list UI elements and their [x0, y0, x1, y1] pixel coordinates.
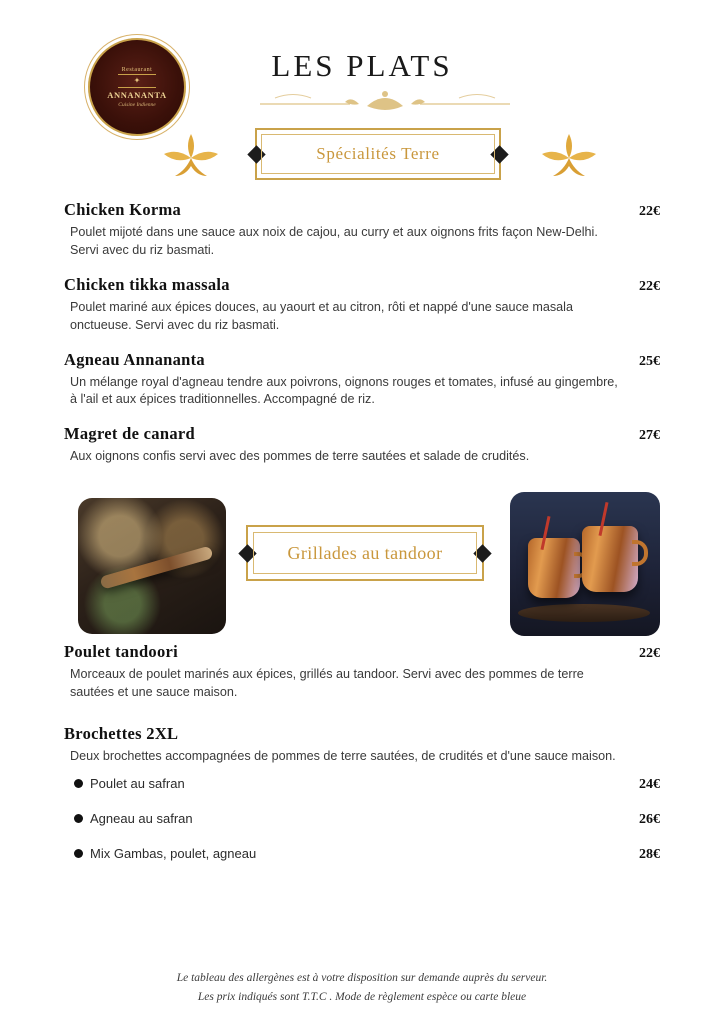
title-flourish-icon	[255, 88, 515, 114]
diamond-icon-left	[238, 544, 256, 562]
menu-item	[64, 350, 660, 410]
option-label-wrap	[74, 776, 185, 791]
section-tandoor	[0, 642, 724, 863]
menu-item-price: 22€	[639, 204, 660, 219]
tray-shape	[518, 604, 650, 622]
menu-item-name: Agneau Annananta	[64, 349, 205, 369]
menu-item-name: Magret de canard	[64, 424, 195, 444]
list-item	[74, 846, 660, 863]
section-terre	[0, 200, 724, 466]
option-label: Poulet au safran	[90, 775, 185, 791]
menu-item-head	[64, 350, 660, 370]
section-banner-terre	[255, 128, 501, 180]
menu-item	[64, 200, 660, 260]
menu-item-price: 22€	[639, 646, 660, 662]
menu-item-description: Poulet mariné aux épices douces, au yaourt et au citron, rôti et nappé d'une sauce masala onctueuse. Servi avec du riz basmati.	[70, 299, 573, 332]
menu-item-description: Deux brochettes accompagnées de pommes de terre sautées, de crudités et d'une sauce maison.	[70, 748, 616, 763]
fleur-de-lys-icon-left	[160, 132, 222, 180]
bullet-icon	[74, 814, 83, 823]
menu-item-price: 22€	[639, 278, 660, 294]
section-banner-tandoor	[246, 525, 484, 581]
menu-item-head	[64, 724, 660, 744]
diamond-icon-left	[247, 145, 265, 163]
menu-item-name: Poulet tandoori	[64, 642, 179, 662]
footer-line-prix: Les prix indiqués sont T.T.C . Mode de règlement espèce ou carte bleue	[197, 991, 527, 1004]
option-price: 26€	[639, 811, 660, 827]
grilled-skewer-photo	[78, 498, 226, 634]
straw-shape	[598, 502, 608, 536]
brochette-options-list	[64, 776, 660, 863]
mug-handle-shape	[632, 540, 648, 566]
menu-item	[64, 275, 660, 335]
straw-shape	[540, 516, 550, 550]
menu-item-name: Chicken Korma	[64, 200, 182, 219]
menu-item-description: Morceaux de poulet marinés aux épices, grillés au tandoor. Servi avec des pommes de terre sautées et une sauce maison.	[70, 667, 584, 699]
menu-item-price: 27€	[639, 428, 660, 444]
menu-item-name: Brochettes 2XL	[64, 723, 179, 743]
menu-item-head	[64, 424, 660, 444]
bullet-icon	[74, 849, 83, 858]
footer-line-allergenes: Le tableau des allergènes est à votre disposition sur demande auprès du serveur.	[176, 971, 548, 984]
menu-item-description: Aux oignons confis servi avec des pommes de terre sautées et salade de crudités.	[70, 449, 530, 464]
menu-item-head	[64, 642, 660, 662]
menu-item-price: 25€	[639, 353, 660, 369]
option-label-wrap	[74, 811, 193, 826]
diamond-icon-right	[490, 145, 508, 163]
tandoor-header	[0, 492, 724, 642]
copper-mugs-photo	[510, 492, 660, 636]
option-label-wrap	[74, 846, 256, 861]
menu-item	[64, 724, 660, 863]
menu-footer	[0, 969, 724, 1008]
list-item	[74, 811, 660, 828]
logo-ornament-icon: ✦	[118, 74, 156, 88]
menu-item-description: Poulet mijoté dans une sauce aux noix de cajou, au curry et aux oignons frits façon New-Delhi. Servi avec du riz basmati.	[70, 225, 598, 257]
logo-top-text: Restaurant	[121, 66, 153, 73]
option-label: Agneau au safran	[90, 810, 193, 826]
option-price: 24€	[639, 776, 660, 792]
mug-shape	[528, 538, 580, 598]
menu-item-name: Chicken tikka massala	[64, 274, 230, 294]
copper-mugs-photo-image	[510, 492, 660, 636]
option-price: 28€	[639, 846, 660, 862]
page-title: LES PLATS	[271, 48, 453, 83]
list-item	[74, 776, 660, 793]
option-label: Mix Gambas, poulet, agneau	[90, 845, 257, 861]
logo-subtitle-text: Cuisine Indienne	[118, 101, 156, 108]
menu-header	[0, 0, 724, 200]
fleur-de-lys-icon-right	[538, 132, 600, 180]
logo-name-text: ANNANANTA	[107, 89, 167, 100]
mug-shape	[582, 526, 638, 592]
diamond-icon-right	[473, 544, 491, 562]
menu-item-head	[64, 200, 660, 220]
skewer-shape	[99, 545, 214, 589]
bullet-icon	[74, 779, 83, 788]
grilled-skewer-photo-image	[78, 498, 226, 634]
section-banner-terre-label: Spécialités Terre	[316, 144, 440, 163]
menu-item-description: Un mélange royal d'agneau tendre aux poivrons, oignons rouges et tomates, infusé au gingembre, à l'ail et aux épices traditionnelles. Accompagné de riz.	[70, 374, 618, 407]
menu-item	[64, 424, 660, 466]
section-banner-tandoor-label: Grillades au tandoor	[287, 542, 443, 563]
menu-item-head	[64, 275, 660, 295]
menu-item	[64, 642, 660, 702]
